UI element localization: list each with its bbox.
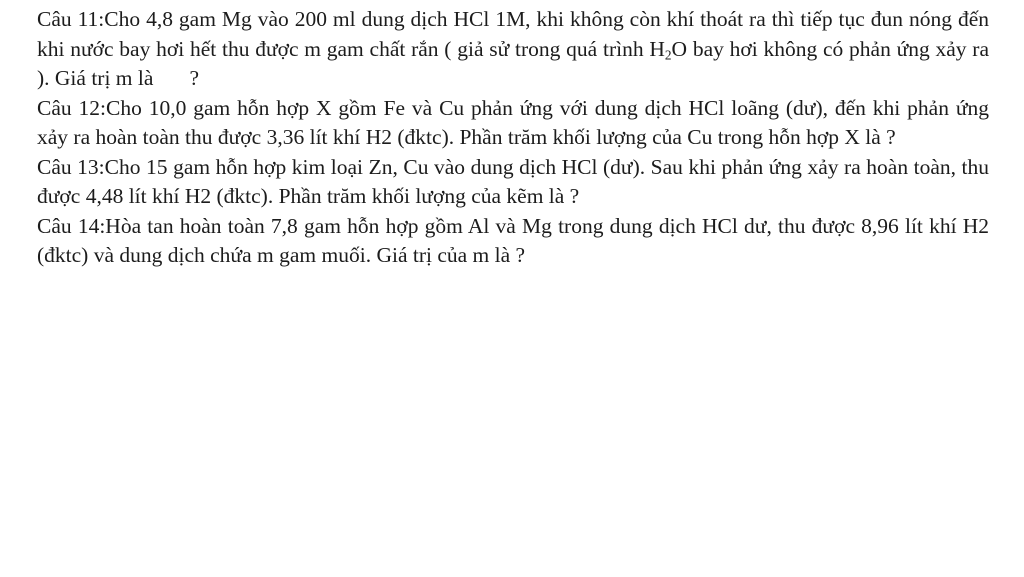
question-11: [37, 5, 989, 94]
question-text: Cho 15 gam hỗn hợp kim loại Zn, Cu vào dung dịch HCl (dư). Sau khi phản ứng xảy ra hoàn toàn, thu được 4,48 lít khí H2 (đktc). Phần trăm khối lượng của kẽm là ?: [37, 154, 990, 208]
question-13: [37, 153, 989, 212]
question-number: Câu 14:: [37, 213, 106, 238]
question-mark: ?: [189, 66, 199, 90]
question-text-continued: O bay hơi không có phản ứng xảy ra ). Giá trị m là: [37, 36, 990, 90]
question-number: Câu 11:: [37, 7, 105, 31]
question-number: Câu 13:: [37, 154, 105, 179]
question-number: Câu 12:: [37, 95, 106, 120]
question-12: [37, 94, 989, 153]
document-body: [37, 5, 989, 271]
question-text: Cho 10,0 gam hỗn hợp X gồm Fe và Cu phản ứng với dung dịch HCl loãng (dư), đến khi phản ứng xảy ra hoàn toàn thu được 3,36 lít khí H2 (đktc). Phần trăm khối lượng của Cu trong hỗn hợp X là ?: [37, 95, 989, 149]
formula-subscript: 2: [664, 46, 672, 62]
question-14: [37, 212, 989, 271]
question-text: Hòa tan hoàn toàn 7,8 gam hỗn hợp gồm Al và Mg trong dung dịch HCl dư, thu được 8,96 lít khí H2 (đktc) và dung dịch chứa m gam muối. Giá trị của m là ?: [37, 213, 990, 267]
question-text: Cho 4,8 gam Mg vào 200 ml dung dịch HCl 1M, khi không còn khí thoát ra thì tiếp tục đun nóng đến khi nước bay hơi hết thu được m gam chất rắn ( giả sử trong quá trình H: [37, 7, 989, 61]
